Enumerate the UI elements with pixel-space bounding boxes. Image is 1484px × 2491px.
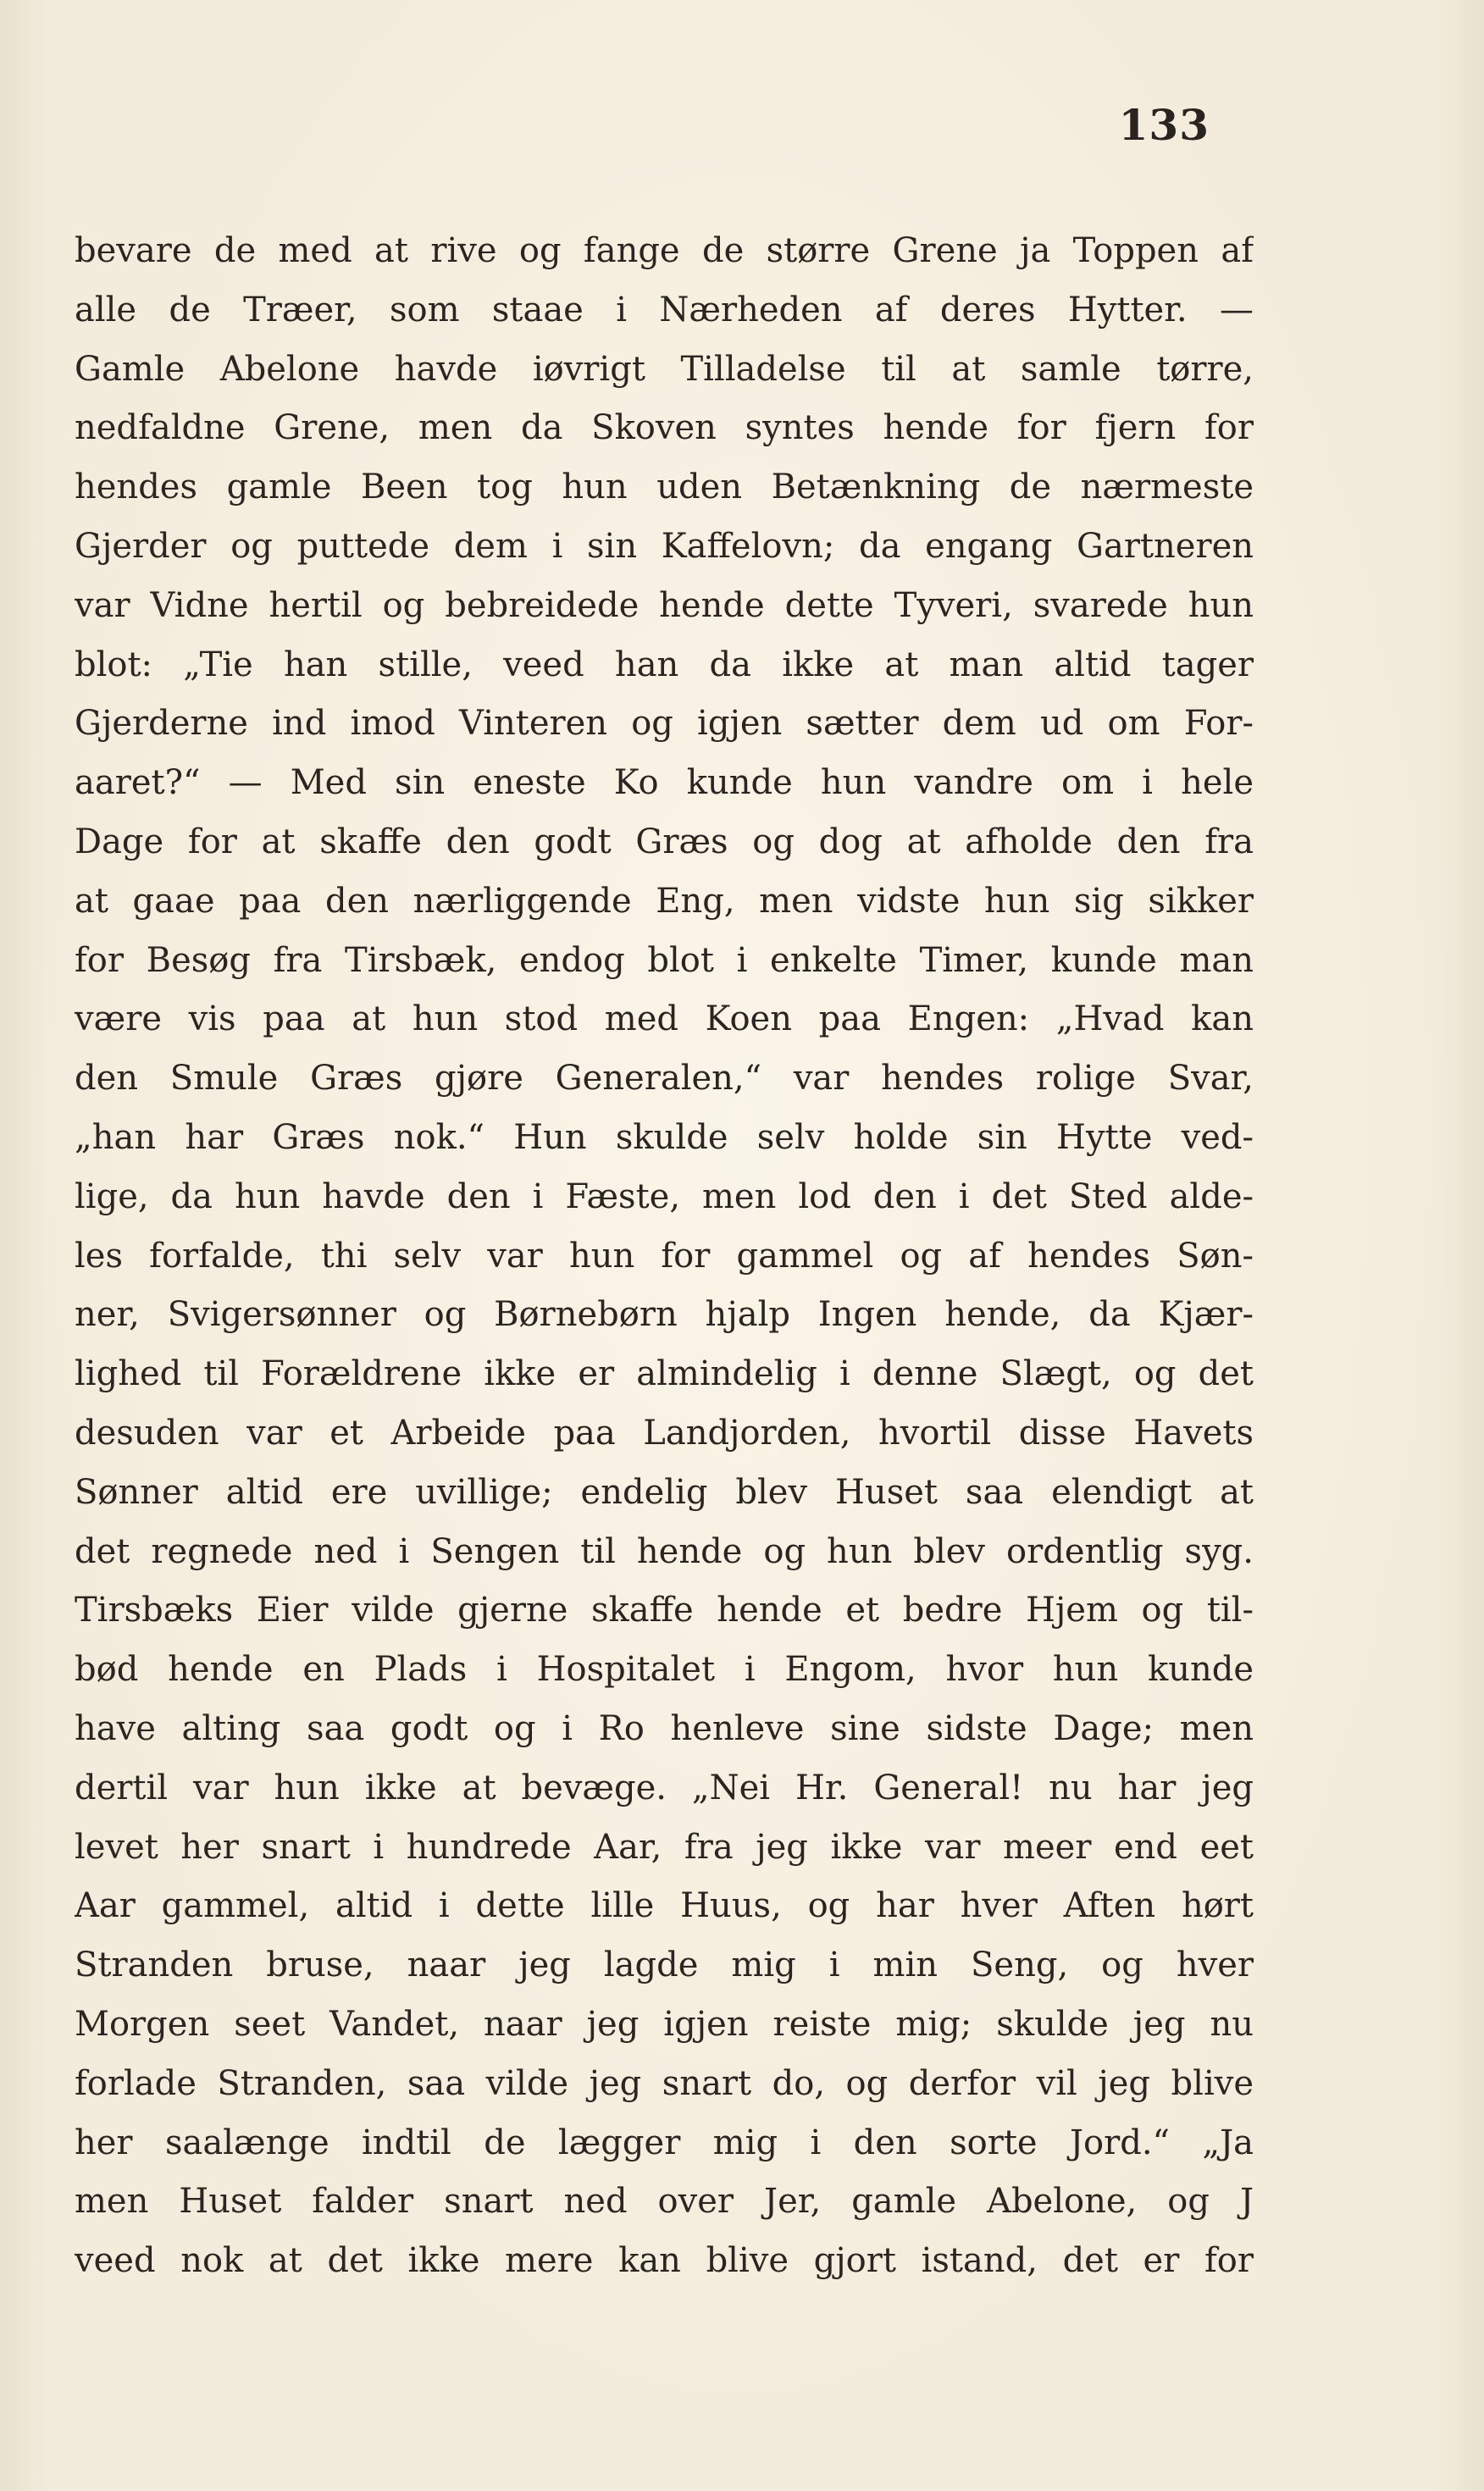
text-line: her saalænge indtil de lægger mig i den sorte Jord.“ „Ja xyxy=(75,2123,1254,2162)
text-line: Sønner altid ere uvillige; endelig blev Huset saa elendigt at xyxy=(75,1472,1254,1512)
page-number: 133 xyxy=(1118,100,1210,150)
text-line: Aar gammel, altid i dette lille Huus, og har hver Aften hørt xyxy=(75,1886,1254,1926)
text-line: Morgen seet Vandet, naar jeg igjen reiste mig; skulde jeg nu xyxy=(75,2004,1254,2044)
text-line: dertil var hun ikke at bevæge. „Nei Hr. General! nu har jeg xyxy=(75,1768,1254,1807)
text-line: veed nok at det ikke mere kan blive gjort istand, det er for xyxy=(75,2241,1254,2281)
text-line: den Smule Græs gjøre Generalen,“ var hendes rolige Svar, xyxy=(75,1059,1254,1099)
text-line: lige, da hun havde den i Fæste, men lod den i det Sted alde- xyxy=(75,1176,1254,1216)
text-line: Gamle Abelone havde iøvrigt Tilladelse til at samle tørre, xyxy=(75,349,1254,389)
text-line: have alting saa godt og i Ro henleve sine sidste Dage; men xyxy=(75,1708,1254,1748)
text-line: forlade Stranden, saa vilde jeg snart do, og derfor vil jeg blive xyxy=(75,2063,1254,2103)
text-line: desuden var et Arbeide paa Landjorden, hvortil disse Havets xyxy=(75,1413,1254,1453)
text-line: bød hende en Plads i Hospitalet i Engom, hvor hun kunde xyxy=(75,1650,1254,1690)
text-line: lighed til Forældrene ikke er almindelig i denne Slægt, og det xyxy=(75,1354,1254,1394)
text-line: blot: „Tie han stille, veed han da ikke at man altid tager xyxy=(75,645,1254,684)
text-line: Gjerder og puttede dem i sin Kaffelovn; da engang Gartneren xyxy=(75,526,1254,566)
text-line: Tirsbæks Eier vilde gjerne skaffe hende et bedre Hjem og til- xyxy=(75,1591,1254,1630)
text-line: les forfalde, thi selv var hun for gammel og af hendes Søn- xyxy=(75,1236,1254,1276)
text-line: hendes gamle Been tog hun uden Betænkning de nærmeste xyxy=(75,468,1254,507)
text-line: at gaae paa den nærliggende Eng, men vidste hun sig sikker xyxy=(75,881,1254,921)
text-line: ner, Svigersønner og Børnebørn hjalp Ingen hende, da Kjær- xyxy=(75,1295,1254,1335)
text-line: det regnede ned i Sengen til hende og hun blev ordentlig syg. xyxy=(75,1531,1254,1571)
text-line: bevare de med at rive og fange de større Grene ja Toppen af xyxy=(75,231,1254,270)
text-line: nedfaldne Grene, men da Skoven syntes hende for fjern for xyxy=(75,408,1254,448)
text-line: for Besøg fra Tirsbæk, endog blot i enkelte Timer, kunde man xyxy=(75,940,1254,980)
text-line: Gjerderne ind imod Vinteren og igjen sætter dem ud om For- xyxy=(75,704,1254,744)
text-line: „han har Græs nok.“ Hun skulde selv holde sin Hytte ved- xyxy=(75,1117,1254,1157)
text-line: men Huset falder snart ned over Jer, gamle Abelone, og J xyxy=(75,2182,1254,2222)
text-line: aaret?“ — Med sin eneste Ko kunde hun vandre om i hele xyxy=(75,763,1254,803)
text-line: var Vidne hertil og bebreidede hende dette Tyveri, svarede hun xyxy=(75,585,1254,625)
text-line: Dage for at skaffe den godt Græs og dog at afholde den fra xyxy=(75,822,1254,861)
text-line: være vis paa at hun stod med Koen paa Engen: „Hvad kan xyxy=(75,999,1254,1039)
body-text xyxy=(75,222,1254,2291)
text-line: Stranden bruse, naar jeg lagde mig i min Seng, og hver xyxy=(75,1946,1254,1985)
text-line: alle de Træer, som staae i Nærheden af deres Hytter. — xyxy=(75,290,1254,329)
text-line: levet her snart i hundrede Aar, fra jeg ikke var meer end eet xyxy=(75,1827,1254,1867)
